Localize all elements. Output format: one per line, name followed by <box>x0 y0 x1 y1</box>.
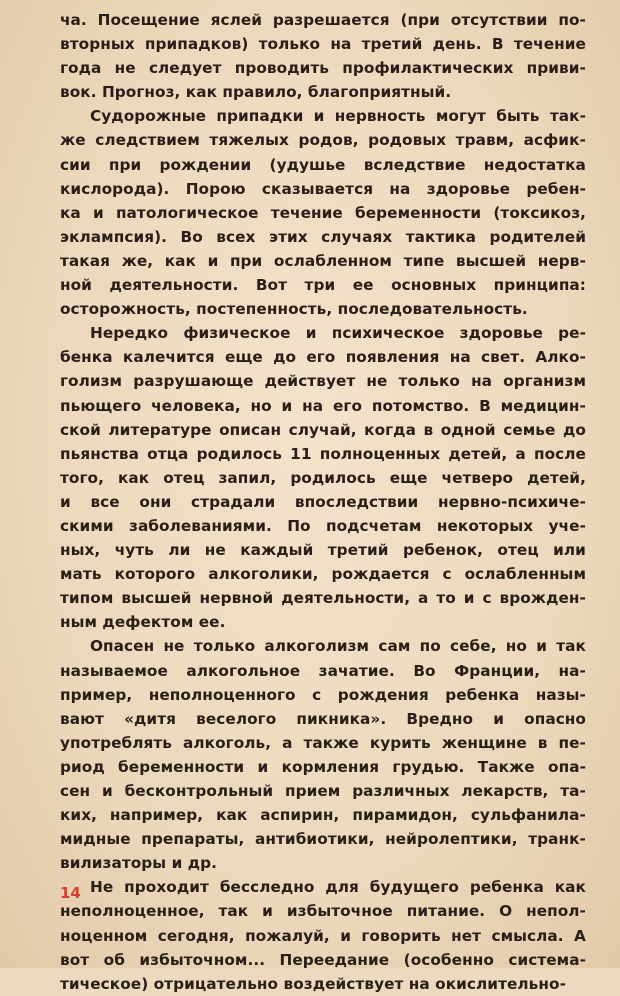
text-line: ной деятельности. Вот три ее основных принципа: <box>60 276 586 295</box>
text-line: вилизаторы и др. <box>60 854 217 873</box>
page-number: 14 <box>60 884 81 902</box>
text-line: вок. Прогноз, как правило, благоприятный. <box>60 83 452 102</box>
text-line: неполноценное, так и избыточное питание. О непол- <box>60 902 586 921</box>
text-line: осторожность, постепенность, последовательность. <box>60 300 528 319</box>
text-line: мидные препараты, антибиотики, нейролептики, транк- <box>60 830 586 849</box>
text-line: ких, например, как аспирин, пирамидон, сульфанила- <box>60 806 586 825</box>
text-line: сии при рождении (удушье вследствие недостатка <box>60 155 586 174</box>
text-line: того, как отец запил, родилось еще четверо детей, <box>60 468 586 487</box>
text-line: ка и патологическое течение беременности (токсикоз, <box>60 203 586 222</box>
text-line: вторных припадков) только на третий день. В течение <box>60 35 586 54</box>
text-line: называемое алкогольное зачатие. Во Франции, на- <box>60 661 586 680</box>
text-line: Судорожные припадки и нервность могут быть так- <box>90 107 586 126</box>
text-line: кислорода). Порою сказывается на здоровье ребен- <box>60 179 586 198</box>
text-line: эклампсия). Во всех этих случаях тактика родителей <box>60 227 586 246</box>
paragraph <box>60 104 586 321</box>
text-line: бенка калечится еще до его появления на свет. Алко- <box>60 348 586 367</box>
paragraph <box>60 875 586 995</box>
text-line: Нередко физическое и психическое здоровье ре- <box>90 324 586 343</box>
text-line: употреблять алкоголь, а также курить женщине в пе- <box>60 733 586 752</box>
text-line: ных, чуть ли не каждый третий ребенок, отец или <box>60 541 586 560</box>
paragraph <box>60 321 586 634</box>
text-line: вот об избыточном... Переедание (особенно система- <box>60 950 586 969</box>
text-line: пример, неполноценного с рождения ребенка назы- <box>60 685 586 704</box>
text-line: голизм разрушающе действует не только на организм <box>60 372 586 391</box>
body-text <box>60 8 586 996</box>
text-line: сен и бесконтрольный прием различных лекарств, та- <box>60 782 586 800</box>
text-line: скими заболеваниями. По подсчетам некоторых уче- <box>60 516 586 535</box>
text-line: пьянства отца родилось 11 полноценных детей, а после <box>60 444 586 463</box>
text-line: тическое) отрицательно воздействует на окислительно- <box>60 974 566 993</box>
text-line: ным дефектом ее. <box>60 613 226 632</box>
paragraph <box>60 634 586 875</box>
text-line: вают «дитя веселого пикника». Вредно и опасно <box>60 709 586 728</box>
text-line: года не следует проводить профилактических приви- <box>60 59 586 78</box>
paragraph <box>60 8 586 104</box>
text-line: ской литературе описан случай, когда в одной семье до <box>60 420 586 439</box>
text-line: типом высшей нервной деятельности, а то и с врожден- <box>60 589 586 608</box>
text-line: такая же, как и при ослабленном типе высшей нерв- <box>60 251 586 270</box>
text-line: же следствием тяжелых родов, родовых травм, асфик- <box>60 131 586 150</box>
text-line: ноценном сегодня, пожалуй, и говорить нет смысла. А <box>60 926 586 945</box>
text-line: ча. Посещение яслей разрешается (при отсутствии по- <box>60 11 586 29</box>
text-line: мать которого алкоголики, рождается с ослабленным <box>60 565 586 584</box>
text-line: риод беременности и кормления грудью. Также опа- <box>60 757 586 776</box>
text-line: и все они страдали впоследствии нервно-психиче- <box>60 492 586 511</box>
text-line: Не проходит бесследно для будущего ребенка как <box>90 878 586 897</box>
text-line: пьющего человека, но и на его потомство. В медицин- <box>60 396 586 415</box>
text-line: Опасен не только алкоголизм сам по себе, но и так <box>90 637 586 656</box>
